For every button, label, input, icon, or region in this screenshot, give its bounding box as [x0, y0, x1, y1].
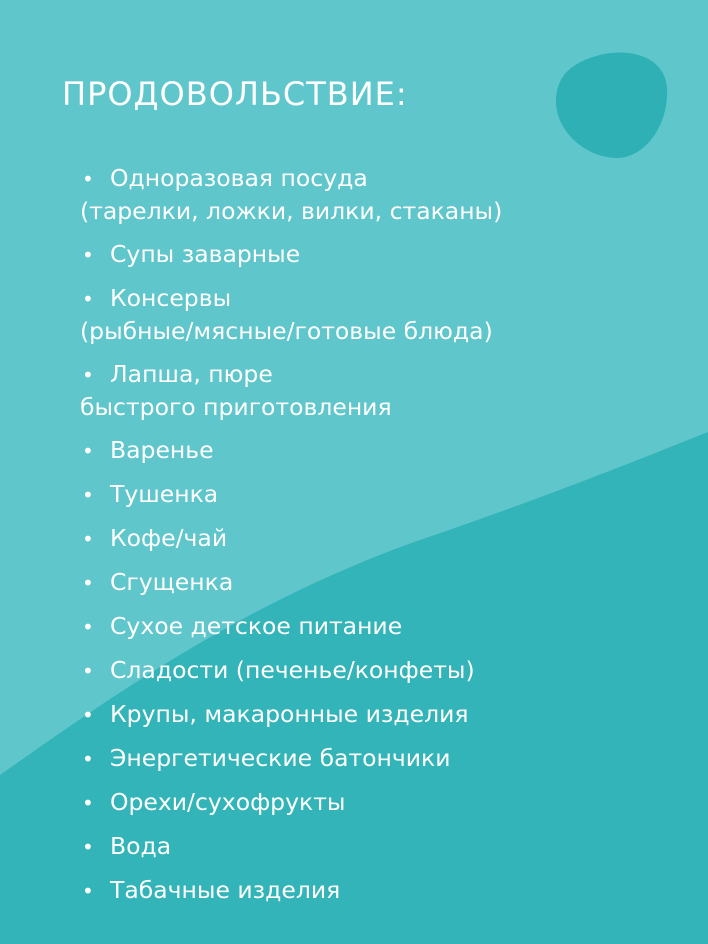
list-item-text: Кофе/чай	[110, 524, 228, 552]
list-item	[82, 522, 692, 555]
list-item-text: Орехи/сухофрукты	[110, 788, 346, 816]
list-item	[82, 162, 692, 227]
list-item	[82, 742, 692, 775]
list-item	[82, 654, 692, 687]
list-item-text: Консервы	[110, 284, 232, 312]
list-item	[82, 874, 692, 907]
decorative-blob-shape	[556, 52, 667, 158]
list-item	[82, 610, 692, 643]
list-item-text: Крупы, макаронные изделия	[110, 700, 469, 728]
food-list	[82, 162, 692, 918]
bullet-icon: •	[82, 571, 94, 595]
list-item-text-continued: быстрого приготовления	[80, 393, 392, 421]
list-item	[82, 566, 692, 599]
bullet-icon: •	[82, 483, 94, 507]
bullet-icon: •	[82, 363, 94, 387]
page-title: ПРОДОВОЛЬСТВИЕ:	[62, 75, 408, 113]
list-item	[82, 434, 692, 467]
list-item	[82, 698, 692, 731]
bullet-icon: •	[82, 287, 94, 311]
list-item-text: Табачные изделия	[110, 876, 341, 904]
bullet-icon: •	[82, 243, 94, 267]
bullet-icon: •	[82, 527, 94, 551]
list-item	[82, 830, 692, 863]
list-item-text: Сладости (печенье/конфеты)	[110, 656, 475, 684]
list-item-text-continued: (тарелки, ложки, вилки, стаканы)	[80, 197, 503, 225]
bullet-icon: •	[82, 703, 94, 727]
bullet-icon: •	[82, 439, 94, 463]
list-item-text: Сгущенка	[110, 568, 234, 596]
list-item	[82, 282, 692, 347]
bullet-icon: •	[82, 747, 94, 771]
list-item-text: Супы заварные	[110, 240, 301, 268]
list-item	[82, 478, 692, 511]
list-item	[82, 786, 692, 819]
list-item-text: Варенье	[110, 436, 214, 464]
bullet-icon: •	[82, 615, 94, 639]
bullet-icon: •	[82, 879, 94, 903]
list-item	[82, 238, 692, 271]
list-item	[82, 358, 692, 423]
list-item-text: Энергетические батончики	[110, 744, 451, 772]
list-item-text: Тушенка	[110, 480, 219, 508]
list-item-text: Вода	[110, 832, 172, 860]
list-item-text: Одноразовая посуда	[110, 164, 368, 192]
bullet-icon: •	[82, 167, 94, 191]
list-item-text: Сухое детское питание	[110, 612, 403, 640]
list-item-text: Лапша, пюре	[110, 360, 273, 388]
list-item-text-continued: (рыбные/мясные/готовые блюда)	[80, 317, 493, 345]
bullet-icon: •	[82, 791, 94, 815]
bullet-icon: •	[82, 659, 94, 683]
bullet-icon: •	[82, 835, 94, 859]
